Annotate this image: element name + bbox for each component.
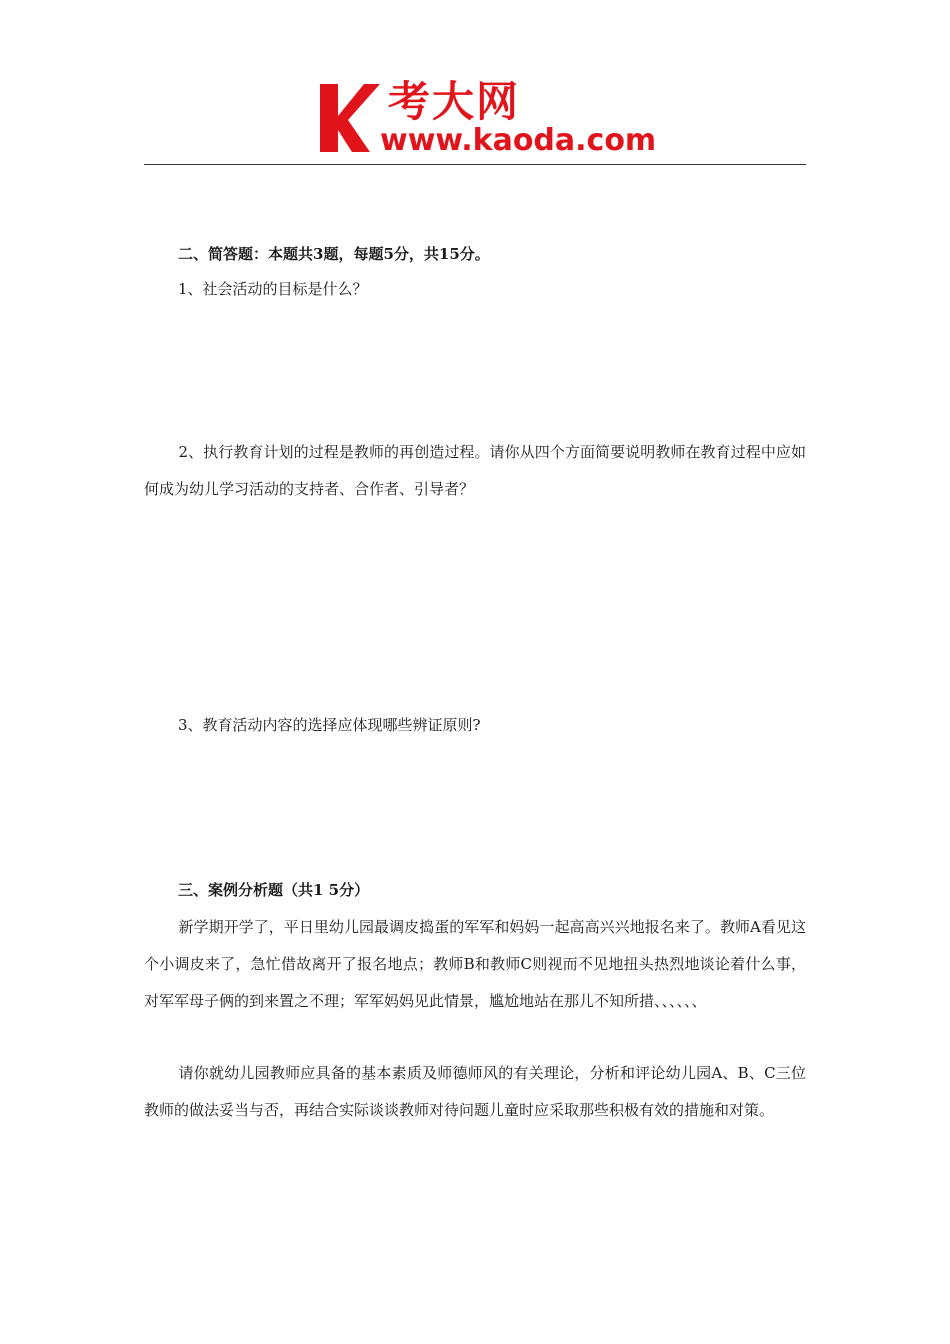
kaoda-logo: [318, 77, 657, 158]
logo-chinese-text: 考大网: [388, 77, 521, 126]
question-3: 3、教育活动内容的选择应体现哪些辨证原则?: [178, 716, 481, 734]
question-2: 2、执行教育计划的过程是教师的再创造过程。请你从四个方面简要说明教师在教育过程中应如何成为幼儿学习活动的支持者、合作者、引导者？: [144, 443, 806, 498]
question-1: 1、社会活动的目标是什么？: [178, 280, 368, 298]
header-divider: [144, 164, 806, 165]
section-3-heading: 三、案例分析题（共1 5分）: [178, 881, 370, 899]
k-logo-icon: [318, 82, 380, 154]
case-question: 请你就幼儿园教师应具备的基本素质及师德师风的有关理论，分析和评论幼儿园A、B、C三位教师的做法妥当与否，再结合实际谈谈教师对待问题儿童时应采取那些积极有效的措施和对策。: [144, 1064, 806, 1119]
logo-url-text: www.kaoda.com: [380, 123, 657, 158]
section-2-heading: 二、简答题：本题共3题，每题5分，共15分。: [178, 245, 490, 263]
case-description: 新学期开学了，平日里幼儿园最调皮捣蛋的军军和妈妈一起高高兴兴地报名来了。教师A看见这个小调皮来了，急忙借故离开了报名地点；教师B和教师C则视而不见地扭头热烈地谈论着什么事，对军军母子俩的到来置之不理；军军妈妈见此情景，尴尬地站在那儿不知所措、、、、、、: [144, 918, 806, 1010]
